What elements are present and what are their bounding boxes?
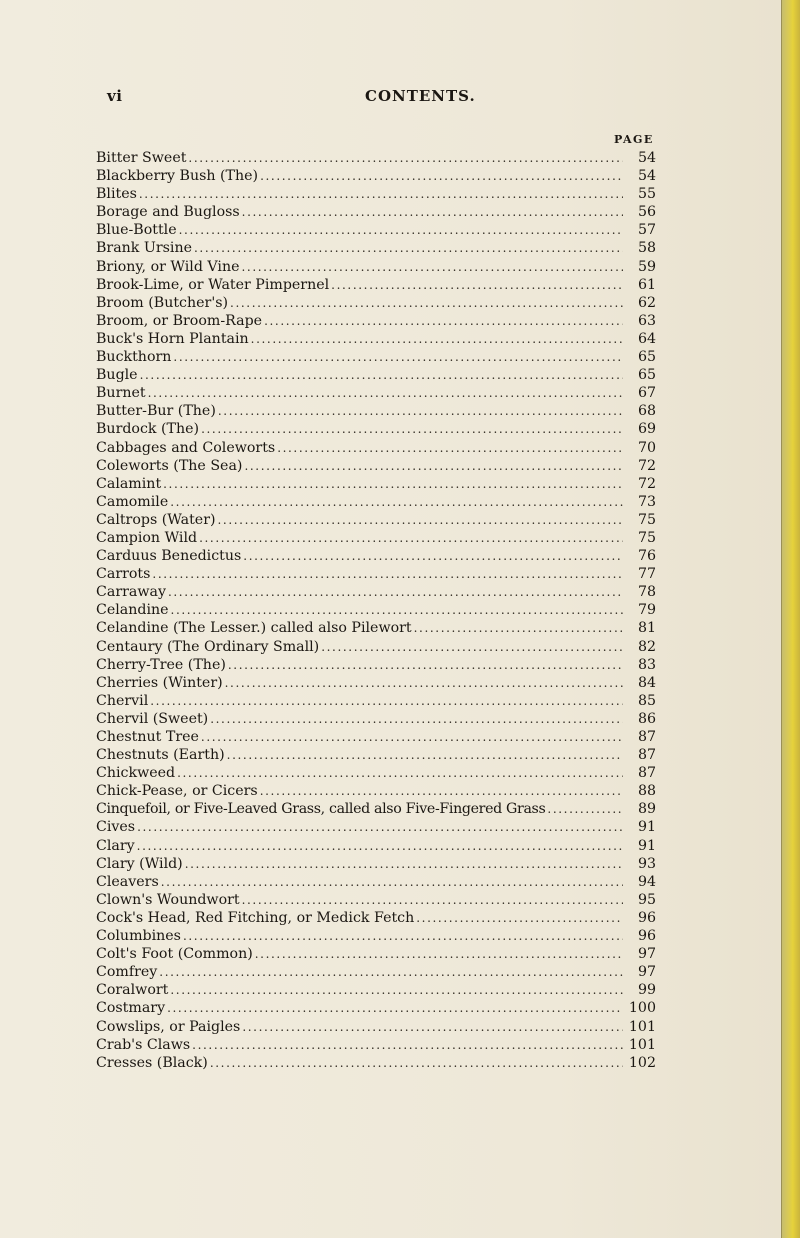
toc-entry-title: Butter-Bur (The) xyxy=(96,403,216,420)
dot-leader xyxy=(188,149,623,167)
toc-entry-title: Cinquefoil, or Five-Leaved Grass, called also Five-Fingered Grass xyxy=(96,801,546,818)
toc-entry xyxy=(96,1036,656,1054)
toc-entry-page: 79 xyxy=(637,602,656,619)
toc-entry-page: 95 xyxy=(637,891,656,908)
toc-entry-page: 70 xyxy=(637,439,656,456)
toc-entry xyxy=(96,511,656,529)
toc-entry-title: Cives xyxy=(96,819,136,836)
toc-entry xyxy=(96,999,656,1017)
toc-entry-title: Cowslips, or Paigles xyxy=(96,1018,241,1035)
toc-entry-page: 59 xyxy=(637,258,656,275)
toc-entry-page: 97 xyxy=(637,946,656,963)
page-number: vi xyxy=(107,87,123,105)
toc-entry-page: 54 xyxy=(637,168,656,185)
toc-entry xyxy=(96,619,656,637)
toc-entry-page: 87 xyxy=(637,765,656,782)
dot-leader xyxy=(210,1054,623,1072)
toc-entry-page: 68 xyxy=(637,403,656,420)
toc-entry-page: 82 xyxy=(637,638,656,655)
toc-entry-title: Clown's Woundwort xyxy=(96,891,240,908)
toc-entry xyxy=(96,728,656,746)
toc-entry-title: Cabbages and Coleworts xyxy=(96,439,276,456)
toc-entry xyxy=(96,258,656,276)
page-title: CONTENTS. xyxy=(365,87,476,105)
dot-leader xyxy=(194,239,623,257)
dot-leader xyxy=(255,945,623,963)
toc-entry-page: 56 xyxy=(637,204,656,221)
toc-entry-page: 89 xyxy=(637,801,656,818)
dot-leader xyxy=(150,692,623,710)
toc-entry-page: 55 xyxy=(637,186,656,203)
toc-entry xyxy=(96,547,656,565)
dot-leader xyxy=(173,348,623,366)
dot-leader xyxy=(167,999,623,1017)
dot-leader xyxy=(277,439,623,457)
toc-entry-title: Calamint xyxy=(96,475,162,492)
dot-leader xyxy=(331,276,623,294)
dot-leader xyxy=(148,384,623,402)
toc-entry-page: 87 xyxy=(637,729,656,745)
toc-entry-title: Bitter Sweet xyxy=(96,150,187,166)
toc-entry-page: 91 xyxy=(637,819,656,836)
toc-entry xyxy=(96,439,656,457)
dot-leader xyxy=(170,981,623,999)
toc-entry-title: Cock's Head, Red Fitching, or Medick Fetch xyxy=(96,909,415,926)
dot-leader xyxy=(218,402,623,420)
dot-leader xyxy=(171,601,623,619)
toc-entry-title: Burnet xyxy=(96,385,146,402)
toc-entry-page: 100 xyxy=(628,1000,656,1017)
toc-entry-title: Columbines xyxy=(96,928,181,945)
toc-entry-page: 88 xyxy=(637,783,656,800)
toc-entry-page: 94 xyxy=(637,873,656,890)
toc-entry-page: 73 xyxy=(637,493,656,510)
toc-entry xyxy=(96,529,656,547)
toc-entry-page: 65 xyxy=(637,367,656,384)
toc-entry xyxy=(96,927,656,945)
toc-entry-page: 83 xyxy=(637,656,656,673)
toc-entry xyxy=(96,764,656,782)
toc-entry-title: Centaury (The Ordinary Small) xyxy=(96,638,320,655)
toc-entry xyxy=(96,402,656,420)
toc-entry xyxy=(96,565,656,583)
toc-entry-page: 102 xyxy=(628,1054,656,1071)
dot-leader xyxy=(414,619,623,637)
toc-entry xyxy=(96,457,656,475)
toc-entry-title: Caltrops (Water) xyxy=(96,511,216,528)
toc-entry xyxy=(96,692,656,710)
toc-entry xyxy=(96,981,656,999)
toc-entry-title: Cherries (Winter) xyxy=(96,674,223,691)
toc-entry xyxy=(96,909,656,927)
dot-leader xyxy=(251,330,623,348)
dot-leader xyxy=(139,185,623,203)
toc-entry xyxy=(96,1018,656,1036)
toc-entry-title: Briony, or Wild Vine xyxy=(96,258,240,275)
toc-entry xyxy=(96,366,656,384)
toc-entry-title: Cleavers xyxy=(96,873,159,890)
book-edge xyxy=(781,0,800,1238)
dot-leader xyxy=(179,221,623,239)
toc-entry-title: Clary (Wild) xyxy=(96,855,183,872)
toc-entry xyxy=(96,837,656,855)
contents-list xyxy=(96,149,656,1072)
toc-entry xyxy=(96,583,656,601)
toc-entry-title: Comfrey xyxy=(96,964,158,981)
toc-entry-title: Brank Ursine xyxy=(96,240,193,257)
toc-entry-page: 65 xyxy=(637,349,656,366)
dot-leader xyxy=(201,728,623,746)
toc-entry-page: 81 xyxy=(637,620,656,637)
toc-entry xyxy=(96,855,656,873)
toc-entry xyxy=(96,221,656,239)
toc-entry-page: 85 xyxy=(637,692,656,709)
dot-leader xyxy=(152,565,623,583)
toc-entry-title: Blue-Bottle xyxy=(96,222,177,239)
toc-entry-title: Chickweed xyxy=(96,765,176,782)
toc-entry xyxy=(96,475,656,493)
toc-entry-title: Blackberry Bush (The) xyxy=(96,168,259,185)
toc-entry xyxy=(96,601,656,619)
toc-entry-page: 93 xyxy=(637,855,656,872)
toc-entry xyxy=(96,420,656,438)
dot-leader xyxy=(199,529,623,547)
dot-leader xyxy=(230,294,623,312)
dot-leader xyxy=(177,764,623,782)
toc-entry-page: 87 xyxy=(637,747,656,764)
dot-leader xyxy=(260,782,623,800)
dot-leader xyxy=(225,674,623,692)
toc-entry xyxy=(96,312,656,330)
toc-entry-page: 99 xyxy=(637,982,656,999)
toc-entry-title: Crab's Claws xyxy=(96,1036,191,1053)
dot-leader xyxy=(243,547,623,565)
toc-entry xyxy=(96,203,656,221)
toc-entry xyxy=(96,1054,656,1072)
dot-leader xyxy=(241,258,623,276)
dot-leader xyxy=(137,818,623,836)
toc-entry xyxy=(96,800,656,818)
dot-leader xyxy=(168,583,623,601)
toc-entry-page: 62 xyxy=(637,294,656,311)
dot-leader xyxy=(161,873,623,891)
toc-entry-title: Burdock (The) xyxy=(96,421,200,438)
dot-leader xyxy=(140,366,623,384)
toc-entry xyxy=(96,348,656,366)
toc-entry xyxy=(96,276,656,294)
toc-entry xyxy=(96,330,656,348)
dot-leader xyxy=(159,963,623,981)
toc-entry-page: 96 xyxy=(637,909,656,926)
dot-leader xyxy=(321,638,623,656)
dot-leader xyxy=(183,927,623,945)
toc-entry xyxy=(96,656,656,674)
dot-leader xyxy=(264,312,623,330)
toc-entry xyxy=(96,149,656,167)
toc-entry xyxy=(96,638,656,656)
dot-leader xyxy=(260,167,623,185)
toc-entry xyxy=(96,493,656,511)
toc-entry xyxy=(96,782,656,800)
running-header xyxy=(107,87,667,107)
toc-entry-page: 54 xyxy=(637,150,656,166)
toc-entry-page: 63 xyxy=(637,312,656,329)
toc-entry xyxy=(96,873,656,891)
dot-leader xyxy=(242,1018,623,1036)
toc-entry-page: 77 xyxy=(637,566,656,583)
toc-entry-title: Carraway xyxy=(96,584,166,601)
toc-entry-title: Broom, or Broom-Rape xyxy=(96,312,263,329)
toc-entry-page: 75 xyxy=(637,529,656,546)
toc-entry-title: Celandine xyxy=(96,602,169,619)
toc-entry-title: Brook-Lime, or Water Pimpernel xyxy=(96,276,330,293)
dot-leader xyxy=(547,800,623,818)
toc-entry-title: Bugle xyxy=(96,367,138,384)
toc-entry-title: Chervil xyxy=(96,692,149,709)
toc-entry-page: 72 xyxy=(637,457,656,474)
toc-entry xyxy=(96,674,656,692)
toc-entry-page: 97 xyxy=(637,964,656,981)
toc-entry-page: 76 xyxy=(637,548,656,565)
dot-leader xyxy=(185,855,623,873)
toc-entry-title: Cherry-Tree (The) xyxy=(96,656,226,673)
toc-entry-title: Chestnuts (Earth) xyxy=(96,747,225,764)
toc-entry-page: 75 xyxy=(637,511,656,528)
toc-entry xyxy=(96,239,656,257)
toc-entry-title: Camomile xyxy=(96,493,169,510)
toc-entry-page: 57 xyxy=(637,222,656,239)
dot-leader xyxy=(416,909,623,927)
toc-entry-page: 67 xyxy=(637,385,656,402)
dot-leader xyxy=(227,746,623,764)
page-column-label: PAGE xyxy=(614,133,654,146)
dot-leader xyxy=(201,420,623,438)
toc-entry-title: Chervil (Sweet) xyxy=(96,710,209,727)
toc-entry-title: Carduus Benedictus xyxy=(96,548,242,565)
dot-leader xyxy=(163,475,623,493)
toc-entry-page: 69 xyxy=(637,421,656,438)
dot-leader xyxy=(244,457,623,475)
toc-entry-title: Celandine (The Lesser.) called also Pilewort xyxy=(96,620,412,637)
toc-entry-page: 64 xyxy=(637,330,656,347)
toc-entry-page: 86 xyxy=(637,710,656,727)
toc-entry xyxy=(96,945,656,963)
toc-entry-page: 78 xyxy=(637,584,656,601)
toc-entry-title: Chestnut Tree xyxy=(96,729,199,745)
toc-entry-page: 58 xyxy=(637,240,656,257)
toc-entry-page: 84 xyxy=(637,674,656,691)
toc-entry-page: 91 xyxy=(637,837,656,854)
toc-entry-title: Colt's Foot (Common) xyxy=(96,946,253,963)
toc-entry xyxy=(96,963,656,981)
toc-entry xyxy=(96,167,656,185)
dot-leader xyxy=(210,710,623,728)
toc-entry-page: 101 xyxy=(628,1018,656,1035)
toc-entry-title: Borage and Bugloss xyxy=(96,204,240,221)
toc-entry-page: 101 xyxy=(628,1036,656,1053)
dot-leader xyxy=(192,1036,623,1054)
toc-entry-title: Cresses (Black) xyxy=(96,1054,208,1071)
toc-entry-title: Buck's Horn Plantain xyxy=(96,330,249,347)
toc-entry-page: 61 xyxy=(637,276,656,293)
dot-leader xyxy=(242,891,623,909)
toc-entry-title: Coralwort xyxy=(96,982,169,999)
toc-entry-title: Clary xyxy=(96,837,135,854)
toc-entry-title: Chick-Pease, or Cicers xyxy=(96,783,258,800)
toc-entry xyxy=(96,294,656,312)
toc-entry-title: Blites xyxy=(96,186,137,203)
toc-entry xyxy=(96,384,656,402)
dot-leader xyxy=(242,203,623,221)
toc-entry-title: Coleworts (The Sea) xyxy=(96,457,243,474)
toc-entry-title: Buckthorn xyxy=(96,349,172,366)
toc-entry-title: Carrots xyxy=(96,566,151,583)
toc-entry-title: Campion Wild xyxy=(96,529,198,546)
toc-entry xyxy=(96,185,656,203)
toc-entry-page: 96 xyxy=(637,928,656,945)
toc-entry-page: 72 xyxy=(637,475,656,492)
dot-leader xyxy=(170,493,623,511)
toc-entry-title: Broom (Butcher's) xyxy=(96,294,229,311)
toc-entry xyxy=(96,710,656,728)
toc-entry xyxy=(96,818,656,836)
dot-leader xyxy=(218,511,623,529)
dot-leader xyxy=(228,656,623,674)
toc-entry xyxy=(96,891,656,909)
toc-entry xyxy=(96,746,656,764)
dot-leader xyxy=(137,837,623,855)
toc-entry-title: Costmary xyxy=(96,1000,166,1017)
